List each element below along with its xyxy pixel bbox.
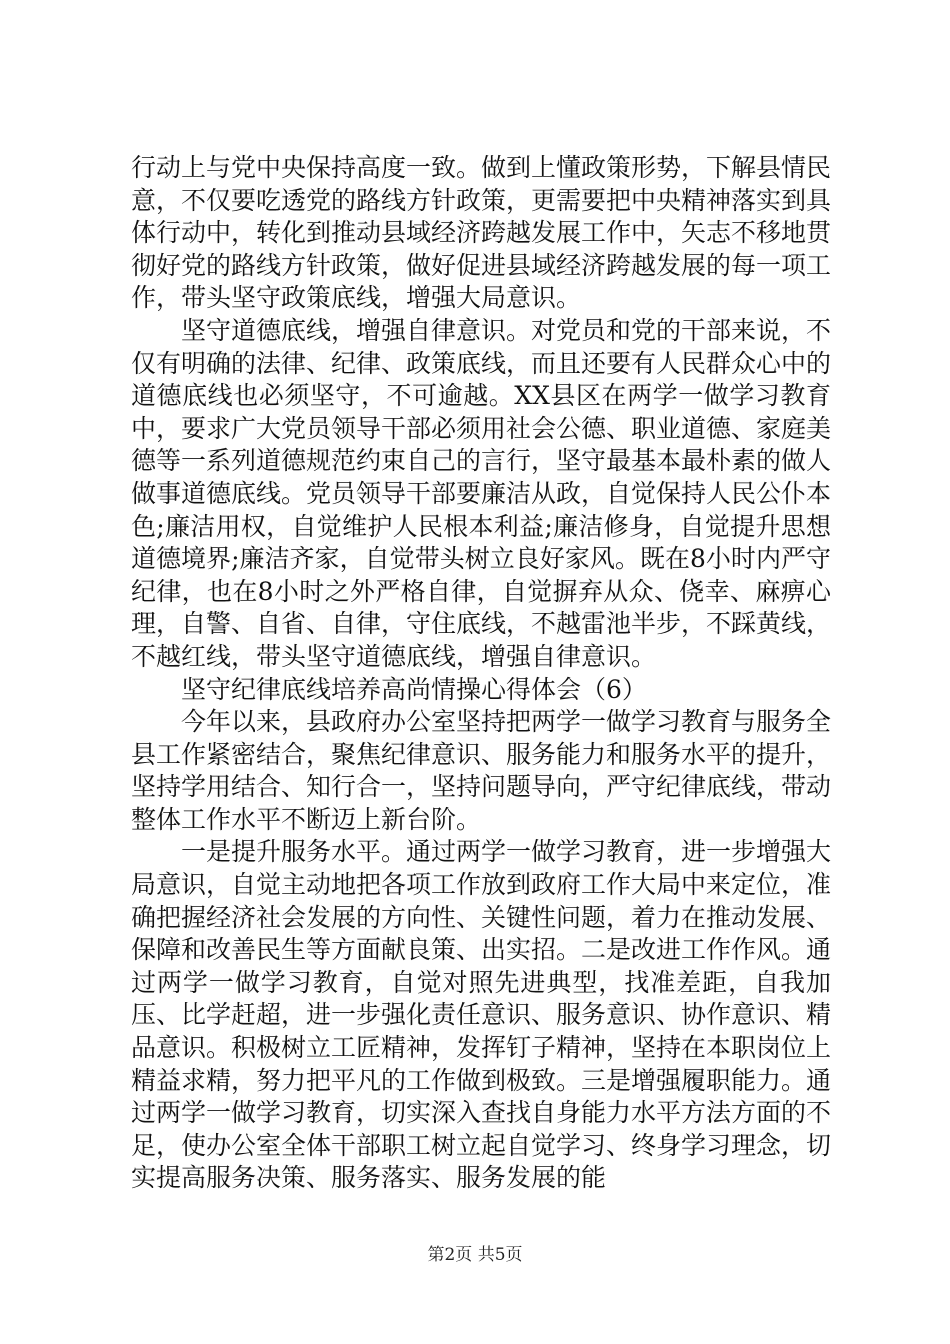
paragraph-service-level: 一是提升服务水平。通过两学一做学习教育，进一步增强大局意识，自觉主动地把各项工作放到政府工作大局中来定位，准确把握经济社会发展的方向性、关键性问题，着力在推动发展、保障和改善民生等方面献良策、出实招。二是改进工作作风。通过两学一做学习教育，自觉对照先进典型，找准差距，自我加压、比学赶超，进一步强化责任意识、服务意识、协作意识、精品意识。积极树立工匠精神，发挥钉子精神，坚持在本职岗位上精益求精，努力把平凡的工作做到极致。三是增强履职能力。通过两学一做学习教育，切实深入查找自身能力水平方法方面的不足，使办公室全体干部职工树立起自觉学习、终身学习理念，切实提高服务决策、服务落实、服务发展的能	[131, 837, 832, 1193]
page-footer: 第2页 共5页	[427, 1245, 523, 1265]
paragraph-intro: 今年以来，县政府办公室坚持把两学一做学习教育与服务全县工作紧密结合，聚焦纪律意识、服务能力和服务水平的提升，坚持学用结合、知行合一，坚持问题导向，严守纪律底线，带动整体工作水平不断迈上新台阶。	[131, 707, 832, 834]
document-body	[131, 152, 831, 1195]
paragraph-continuation: 行动上与党中央保持高度一致。做到上懂政策形势，下解县情民意，不仅要吃透党的路线方针政策，更需要把中央精神落实到具体行动中，转化到推动县域经济跨越发展工作中，矢志不移地贯彻好党的路线方针政策，做好促进县域经济跨越发展的每一项工作，带头坚守政策底线，增强大局意识。	[131, 153, 832, 313]
paragraph-moral-bottom-line: 坚守道德底线，增强自律意识。对党员和党的干部来说，不仅有明确的法律、纪律、政策底线，而且还要有人民群众心中的道德底线也必须坚守，不可逾越。XX县区在两学一做学习教育中，要求广大党员领导干部必须用社会公德、职业道德、家庭美德等一系列道德规范约束自己的言行，坚守最基本最朴素的做人做事道德底线。党员领导干部要廉洁从政，自觉保持人民公仆本色;廉洁用权，自觉维护人民根本利益;廉洁修身，自觉提升思想道德境界;廉洁齐家，自觉带头树立良好家风。既在8小时内严守纪律，也在8小时之外严格自律，自觉摒弃从众、侥幸、麻痹心理，自警、自省、自律，守住底线，不越雷池半步，不踩黄线，不越红线，带头坚守道德底线，增强自律意识。	[131, 315, 832, 671]
section-heading: 坚守纪律底线培养高尚情操心得体会（6）	[181, 674, 647, 704]
